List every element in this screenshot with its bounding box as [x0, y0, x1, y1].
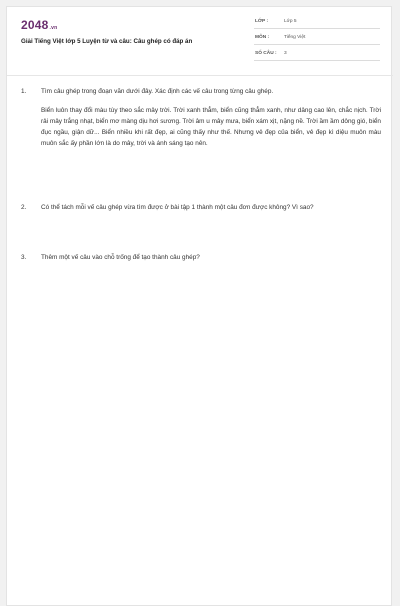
question-2-number: 2. — [21, 204, 27, 211]
question-3-number: 3. — [21, 254, 27, 261]
logo-suffix: .vn — [49, 25, 58, 31]
meta-question-count-value: 3 — [284, 51, 287, 56]
meta-class-value: Lớp 5 — [284, 19, 297, 24]
logo-main: 2048 — [21, 18, 49, 32]
meta-subject — [254, 33, 380, 45]
question-1-text: Tìm câu ghép trong đoạn văn dưới đây. Xác định các vế câu trong từng câu ghép. — [41, 88, 274, 95]
site-logo[interactable] — [21, 18, 57, 32]
worksheet-page — [6, 6, 392, 606]
meta-subject-label: MÔN : — [255, 35, 270, 40]
meta-question-count — [254, 49, 380, 61]
meta-subject-value: Tiếng Việt — [284, 35, 306, 40]
reading-passage: Biển luôn thay đổi màu tùy theo sắc mây trời. Trời xanh thẳm, biển cũng thẳm xanh, như dâng cao lên, chắc nịch. Trời rải mây trắng nhạt, biển mơ màng dịu hơi sương. Trời âm u mây mưa, biển xám xịt, nặng nề. Trời ầm ầm dông gió, biển đục ngầu, giận dữ... Biển nhiều khi rất đẹp, ai cũng thấy như thế. Nhưng vẻ đẹp của biển, vẻ đẹp kì diệu muôn màu muôn sắc ấy phần lớn là do mây, trời và ánh sáng tạo nên. — [41, 107, 381, 148]
document-title: Giải Tiếng Việt lớp 5 Luyện từ và câu: Câu ghép có đáp án — [21, 38, 193, 45]
worksheet-header — [7, 7, 393, 71]
meta-class — [254, 17, 380, 29]
question-1-number: 1. — [21, 88, 27, 95]
question-3-text: Thêm một vế câu vào chỗ trống để tạo thành câu ghép? — [41, 254, 200, 261]
meta-question-count-label: SỐ CÂU : — [255, 51, 277, 56]
header-divider — [7, 75, 393, 76]
meta-class-label: LỚP : — [255, 19, 269, 24]
question-2-text: Có thể tách mỗi vế câu ghép vừa tìm được ở bài tập 1 thành một câu đơn được không? Vì sao? — [41, 204, 314, 211]
